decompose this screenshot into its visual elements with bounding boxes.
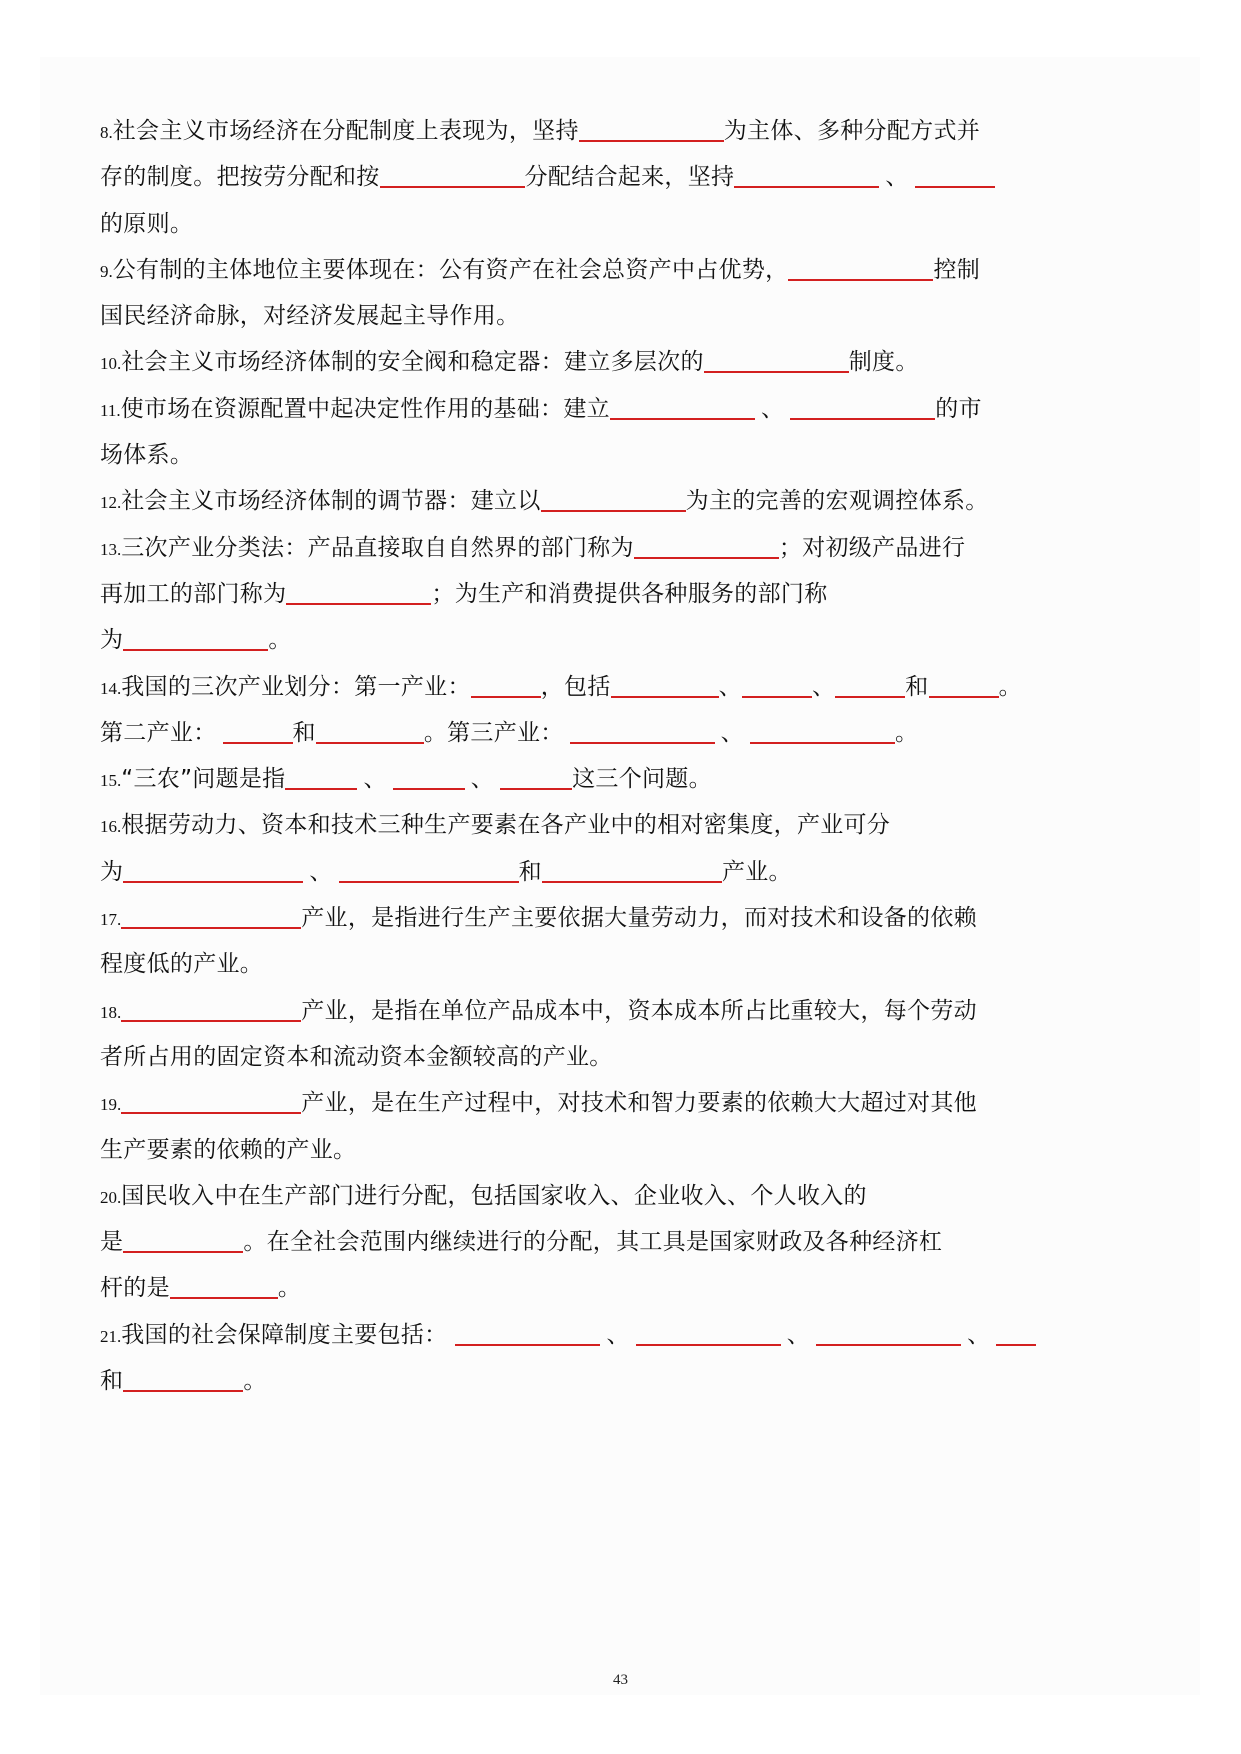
question-text: ；对初级产品进行: [778, 534, 966, 561]
question-text: 是: [100, 1229, 124, 1256]
question-number: 9.: [100, 261, 113, 281]
answer-blank[interactable]: [542, 857, 722, 883]
answer-blank[interactable]: [170, 1273, 278, 1299]
question-number: 13.: [100, 539, 122, 559]
question-12-line-1: [100, 478, 1010, 524]
question-text: 第二产业：: [100, 719, 217, 746]
question-8-line-1: [100, 108, 1010, 154]
question-text: 再加工的部门称为: [100, 580, 287, 607]
question-8-line-3: [100, 201, 1010, 247]
question-number: 11.: [100, 400, 121, 420]
question-text: 、: [967, 1321, 991, 1348]
answer-blank[interactable]: [123, 857, 303, 883]
question-text: 、: [720, 719, 744, 746]
answer-blank[interactable]: [393, 764, 465, 790]
answer-blank[interactable]: [790, 394, 935, 420]
question-text: 为: [100, 627, 124, 654]
question-number: 16.: [100, 817, 122, 837]
question-13-line-1: [100, 525, 1010, 571]
question-number: 14.: [100, 678, 122, 698]
question-text: 、: [309, 858, 333, 885]
question-21-line-2: [100, 1358, 1010, 1404]
question-text: 程度低的产业。: [100, 951, 264, 978]
question-text: 根据劳动力、资本和技术三种生产要素在各产业中的相对密集度，产业可分: [121, 812, 891, 839]
answer-blank[interactable]: [996, 1320, 1036, 1346]
answer-blank[interactable]: [123, 1366, 243, 1392]
question-13-line-2: [100, 571, 1010, 617]
answer-blank[interactable]: [500, 764, 572, 790]
question-text: 国民收入中在生产部门进行分配，包括国家收入、企业收入、个人收入的: [121, 1182, 867, 1209]
question-text: 分配结合起来，坚持: [524, 164, 735, 191]
question-18-line-2: [100, 1034, 1010, 1080]
answer-blank[interactable]: [742, 672, 812, 698]
question-text: 控制: [933, 256, 981, 283]
answer-blank[interactable]: [636, 1320, 781, 1346]
question-text: 存的制度。把按劳分配和按: [100, 164, 380, 191]
answer-blank[interactable]: [123, 625, 268, 651]
question-text: 产业，是指进行生产主要依据大量劳动力，而对技术和设备的依赖: [301, 905, 977, 932]
question-number: 20.: [100, 1187, 122, 1207]
question-text: 为主的完善的宏观调控体系。: [685, 488, 989, 515]
answer-blank[interactable]: [380, 162, 525, 188]
answer-blank[interactable]: [750, 718, 895, 744]
answer-blank[interactable]: [286, 579, 431, 605]
question-number: 10.: [100, 354, 122, 374]
question-13-line-3: [100, 617, 1010, 663]
question-text: 、: [786, 1321, 811, 1348]
question-14-line-1: [100, 664, 1022, 710]
question-text: 的市: [935, 395, 982, 422]
question-text: 者所占用的固定资本和流动资本金额较高的产业。: [100, 1043, 613, 1070]
question-text: 。第三产业：: [423, 719, 564, 746]
question-15-line-1: [100, 756, 1010, 802]
question-text: 社会主义市场经济体制的调节器：建立以: [121, 488, 541, 515]
answer-blank[interactable]: [915, 162, 995, 188]
answer-blank[interactable]: [121, 1088, 301, 1114]
answer-blank[interactable]: [121, 996, 301, 1022]
question-text: 使市场在资源配置中起决定性作用的基础：建立: [120, 395, 610, 422]
answer-blank[interactable]: [610, 394, 755, 420]
question-text: 产业。: [721, 858, 792, 885]
question-text: 、: [811, 673, 836, 700]
question-text: 三次产业分类法：产品直接取自自然界的部门称为: [121, 534, 634, 561]
answer-blank[interactable]: [611, 672, 719, 698]
question-text: 。在全社会范围内继续进行的分配，其工具是国家财政及各种经济杠: [243, 1229, 943, 1256]
question-8-line-2: [100, 154, 1010, 200]
question-text: 。: [998, 673, 1022, 700]
question-text: 、: [606, 1321, 630, 1348]
question-text: 场体系。: [100, 442, 194, 469]
question-11-line-1: [100, 386, 1010, 432]
question-text: 社会主义市场经济在分配制度上表现为，坚持: [112, 118, 579, 144]
question-text: 。: [268, 627, 292, 654]
answer-blank[interactable]: [285, 764, 357, 790]
answer-blank[interactable]: [579, 116, 724, 142]
answer-blank[interactable]: [121, 903, 301, 929]
question-text: 社会主义市场经济体制的安全阀和稳定器：建立多层次的: [121, 349, 704, 376]
answer-blank[interactable]: [455, 1320, 600, 1346]
question-16-line-1: [100, 802, 1010, 848]
question-text: 和: [100, 1368, 124, 1395]
answer-blank[interactable]: [541, 486, 686, 512]
question-text: 的原则。: [100, 210, 194, 237]
question-18-line-1: [100, 988, 1010, 1034]
question-text: 、: [718, 673, 742, 700]
answer-blank[interactable]: [223, 718, 293, 744]
question-text: 为: [100, 858, 124, 885]
question-text: 和: [905, 673, 929, 700]
question-text: ，包括: [540, 673, 611, 700]
question-10-line-1: [100, 339, 1010, 385]
question-17-line-1: [100, 895, 1010, 941]
answer-blank[interactable]: [788, 255, 933, 281]
question-number: 19.: [100, 1095, 122, 1115]
answer-blank[interactable]: [835, 672, 905, 698]
answer-blank[interactable]: [471, 672, 541, 698]
question-text: 和: [292, 719, 316, 746]
question-list: [100, 108, 1022, 1404]
question-number: 8.: [100, 123, 113, 142]
question-20-line-2: [100, 1219, 1010, 1265]
question-text: 这三个问题。: [572, 766, 712, 793]
question-text: 、: [760, 395, 785, 422]
question-17-line-2: [100, 941, 1010, 987]
question-16-line-2: [100, 849, 1010, 895]
answer-blank[interactable]: [123, 1227, 243, 1253]
question-number: 17.: [100, 910, 122, 930]
question-number: 21.: [100, 1326, 122, 1346]
question-text: 生产要素的依赖的产业。: [100, 1136, 357, 1163]
question-text: 、: [470, 766, 495, 793]
question-number: 15.: [100, 771, 122, 791]
question-text: “三农”问题是指: [121, 766, 286, 793]
answer-blank[interactable]: [316, 718, 424, 744]
question-text: 、: [363, 766, 387, 793]
question-text: 制度。: [848, 349, 919, 376]
answer-blank[interactable]: [929, 672, 999, 698]
answer-blank[interactable]: [339, 857, 519, 883]
question-20-line-1: [100, 1173, 1010, 1219]
question-text: 产业，是在生产过程中，对技术和智力要素的依赖大大超过对其他: [301, 1090, 977, 1117]
question-text: 为主体、多种分配方式并: [723, 118, 981, 144]
question-text: ；为生产和消费提供各种服务的部门称: [431, 580, 828, 607]
question-21-line-1: [100, 1312, 1010, 1358]
question-14-line-2: [100, 710, 1010, 756]
answer-blank[interactable]: [704, 347, 849, 373]
question-19-line-2: [100, 1127, 1010, 1173]
page-number: 43: [613, 1672, 628, 1688]
question-20-line-3: [100, 1265, 1010, 1311]
answer-blank[interactable]: [634, 533, 779, 559]
question-11-line-2: [100, 432, 1010, 478]
question-19-line-1: [100, 1080, 1010, 1126]
question-text: 。: [243, 1368, 267, 1395]
question-number: 12.: [100, 493, 122, 513]
question-text: 我国的三次产业划分：第一产业：: [121, 673, 471, 700]
answer-blank[interactable]: [734, 162, 879, 188]
question-text: 杆的是: [100, 1275, 170, 1302]
question-9-line-1: [100, 247, 1010, 293]
question-text: 产业，是指在单位产品成本中，资本成本所占比重较大，每个劳动: [301, 997, 977, 1024]
question-number: 18.: [100, 1002, 122, 1022]
question-text: 。: [894, 719, 919, 746]
question-text: 公有制的主体地位主要体现在：公有资产在社会总资产中占优势，: [112, 256, 789, 283]
question-text: 、: [885, 164, 909, 191]
question-9-line-2: [100, 293, 1010, 339]
answer-blank[interactable]: [570, 718, 715, 744]
question-text: 我国的社会保障制度主要包括：: [121, 1321, 448, 1348]
question-text: 国民经济命脉，对经济发展起主导作用。: [100, 303, 520, 330]
question-text: 和: [518, 858, 542, 885]
question-text: 。: [277, 1275, 302, 1302]
answer-blank[interactable]: [816, 1320, 961, 1346]
